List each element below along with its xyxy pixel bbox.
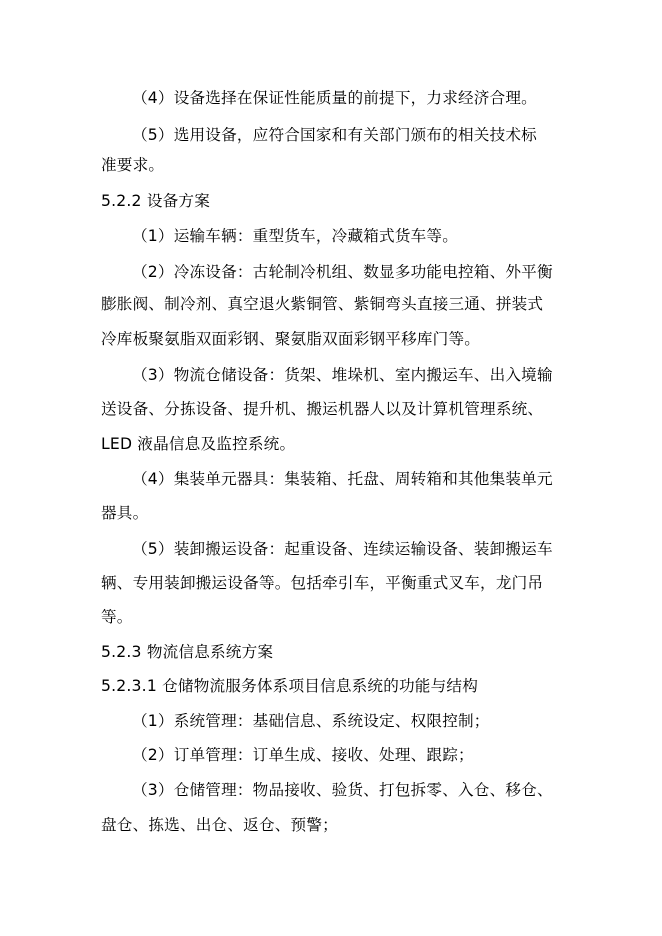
paragraph-line: 送设备、分拣设备、提升机、搬运机器人以及计算机管理系统、 [101,400,544,418]
paragraph-line: 冷库板聚氨脂双面彩钢、聚氨脂双面彩钢平移库门等。 [101,330,481,348]
paragraph-line: （4）设备选择在保证性能质量的前提下，力求经济合理。 [132,89,537,107]
paragraph-line: （2）订单管理：订单生成、接收、处理、跟踪； [132,746,474,764]
paragraph-line: （2）冷冻设备：古轮制冷机组、数显多功能电控箱、外平衡 [132,263,553,281]
paragraph-line: （3）物流仓储设备：货架、堆垛机、室内搬运车、出入境输 [132,366,553,384]
paragraph-line: 准要求。 [101,156,165,174]
paragraph-line: LED 液晶信息及监控系统。 [101,435,296,453]
paragraph-line: （4）集装单元器具：集装箱、托盘、周转箱和其他集装单元 [132,470,553,488]
paragraph-line: （1）运输车辆：重型货车，冷藏箱式货车等。 [132,227,458,245]
paragraph-line: 等。 [101,608,133,626]
paragraph-line: 器具。 [101,504,149,522]
paragraph-line: （5）装卸搬运设备：起重设备、连续运输设备、装卸搬运车 [132,540,553,558]
section-heading: 5.2.2 设备方案 [101,192,211,210]
paragraph-line: （3）仓储管理：物品接收、验货、打包拆零、入仓、移仓、 [132,781,553,799]
subsection-heading: 5.2.3.1 仓储物流服务体系项目信息系统的功能与结构 [101,677,478,695]
section-heading: 5.2.3 物流信息系统方案 [101,643,274,661]
paragraph-line: 膨胀阀、制冷剂、真空退火紫铜管、紫铜弯头直接三通、拼装式 [101,295,544,313]
paragraph-line: 辆、专用装卸搬运设备等。包括牵引车，平衡重式叉车，龙门吊 [101,574,544,592]
paragraph-line: （1）系统管理：基础信息、系统设定、权限控制； [132,712,490,730]
paragraph-line: （5）选用设备，应符合国家和有关部门颁布的相关技术标 [132,126,537,144]
paragraph-line: 盘仓、拣选、出仓、返仓、预警； [101,816,338,834]
